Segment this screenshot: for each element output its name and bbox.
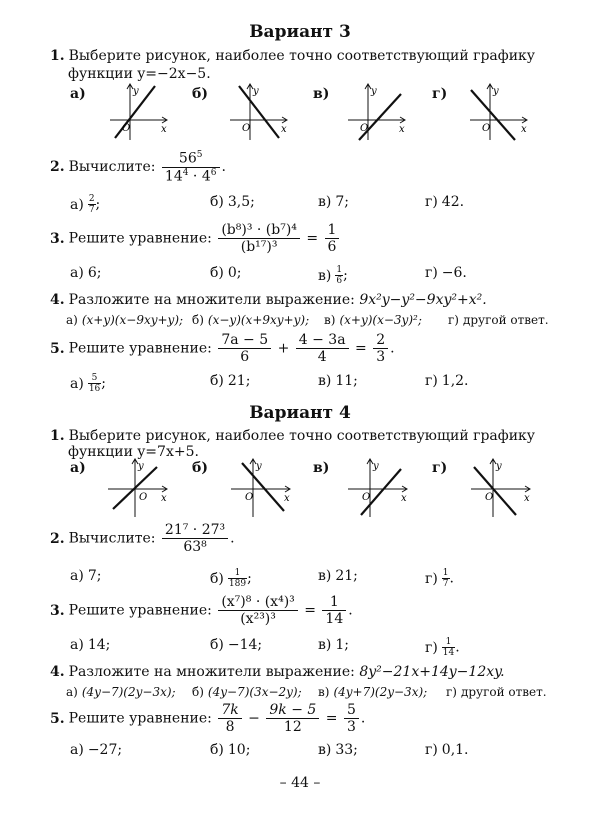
v3-t5-option-b: б) 21; — [210, 373, 251, 389]
v3-task-4: 4. Разложите на множители выражение: 9x²y−y²−9xy²+x². — [50, 292, 487, 308]
expression-fraction: $\frac{56^5}{14^4 \cdot 4^6}$ — [162, 150, 220, 184]
graph-a-svg — [105, 82, 170, 142]
v3-task-3: 3. Решите уравнение: $\frac{\text{(b⁸)³ · (b⁷)⁴}}{\text{(b¹⁷)³}}$ = $\frac{1}{6}$ — [50, 222, 560, 255]
v4-task-1-line2: функции y=7x+5. — [68, 444, 199, 460]
v4-t4-option-b: б) (4y−7)(3x−2y); — [192, 685, 302, 699]
v3-t3-option-a: а) 6; — [70, 265, 102, 281]
graph-c-svg — [345, 457, 410, 519]
v3-t5-option-d: г) 1,2. — [425, 373, 469, 389]
v4-t3-option-a: а) 14; — [70, 637, 111, 653]
v4-task-2: 2. Вычислите: $\frac{\text{21⁷ · 27³}}{\text{63⁸}}$ . — [50, 522, 235, 555]
svg-text:y: y — [256, 461, 262, 472]
v3-task-1-line2: функции y=−2x−5. — [68, 66, 211, 82]
v4-task-5: 5. Решите уравнение: $\frac{7k}{8}$ − $\frac{9k - 5}{12}$ = $\frac{5}{3}$ . — [50, 702, 366, 735]
graph-a-svg — [105, 457, 170, 519]
v3-t5-option-c: в) 11; — [318, 373, 358, 389]
v3-t5-option-a: а) $\frac{5}{16}$ ; — [70, 373, 106, 394]
v3-t2-option-a: а) $\frac{2}{7}$ ; — [70, 194, 101, 215]
v3-t3-option-d: г) −6. — [425, 265, 467, 281]
svg-text:x: x — [161, 493, 167, 504]
svg-text:O: O — [362, 492, 371, 503]
v4-graph-a-label: а) — [70, 460, 86, 476]
v3-t2-option-c: в) 7; — [318, 194, 349, 210]
v4-t5-option-b: б) 10; — [210, 742, 251, 758]
v3-graph-b-label: б) — [192, 86, 208, 102]
v3-t3-option-b: б) 0; — [210, 265, 242, 281]
svg-text:x: x — [284, 493, 290, 504]
v4-t2-option-d: г) $\frac{1}{7}$ . — [425, 568, 454, 589]
graph-line — [474, 467, 516, 515]
expression-fraction: $\frac{\text{(b⁸)³ · (b⁷)⁴}}{\text{(b¹⁷)³}}$ — [218, 222, 300, 255]
variant-4-title: Вариант 4 — [249, 403, 351, 423]
v3-t2-option-b: б) 3,5; — [210, 194, 255, 210]
v4-t3-option-b: б) −14; — [210, 637, 263, 653]
v4-t5-option-a: а) −27; — [70, 742, 123, 758]
v4-t5-option-c: в) 33; — [318, 742, 358, 758]
v4-task-4: 4. Разложите на множители выражение: 8y²−21x+14y−12xy. — [50, 664, 505, 680]
svg-text:O: O — [139, 492, 148, 503]
v3-t4-option-a: а) (x+y)(x−9xy+y); — [66, 313, 184, 327]
v4-t4-option-d: г) другой ответ. — [446, 685, 547, 699]
graph-b-svg — [225, 82, 290, 142]
v3-t4-option-c: в) (x+y)(x−3y)²; — [324, 313, 422, 327]
svg-text:y: y — [496, 461, 502, 472]
svg-text:O: O — [482, 123, 491, 134]
v4-graph-b — [228, 457, 293, 519]
v3-graph-d — [465, 82, 530, 142]
svg-text:x: x — [281, 124, 287, 135]
svg-text:y: y — [138, 461, 144, 472]
page-number: – 44 – — [279, 775, 321, 791]
v3-task-5: 5. Решите уравнение: $\frac{7a - 5}{6}$ + $\frac{4 - 3a}{4}$ = $\frac{2}{3}$ . — [50, 332, 395, 365]
v3-t3-option-c: в) $\frac{1}{6}$ ; — [318, 265, 348, 286]
v3-graph-a-label: а) — [70, 86, 86, 102]
x-axis-label: x — [161, 124, 167, 135]
v4-graph-b-label: б) — [192, 460, 208, 476]
v3-task-1 — [50, 48, 560, 64]
svg-text:y: y — [373, 461, 379, 472]
v4-t3-option-c: в) 1; — [318, 637, 349, 653]
v4-graph-c-label: в) — [313, 460, 330, 476]
v3-task-2: 2. Вычислите: $\frac{56^5}{14^4 \cdot 4^6}$ . — [50, 150, 226, 185]
svg-text:y: y — [253, 86, 259, 97]
svg-text:O: O — [485, 492, 494, 503]
svg-text:x: x — [401, 493, 407, 504]
origin-label: O — [122, 123, 131, 134]
svg-text:x: x — [521, 124, 527, 135]
graph-b-svg — [228, 457, 293, 519]
v4-graph-d-label: г) — [432, 460, 448, 476]
variant-3-title: Вариант 3 — [249, 22, 351, 42]
v3-graph-d-label: г) — [432, 86, 448, 102]
svg-text:O: O — [245, 492, 254, 503]
v3-t4-option-b: б) (x−y)(x+9xy+y); — [192, 313, 310, 327]
v4-t4-option-a: а) (4y−7)(2y−3x); — [66, 685, 176, 699]
v3-graph-c-label: в) — [313, 86, 330, 102]
task-number: 1. — [50, 48, 65, 64]
v3-graph-c — [343, 82, 408, 142]
v3-t4-option-d: г) другой ответ. — [448, 313, 549, 327]
v4-graph-c — [345, 457, 410, 519]
svg-text:x: x — [399, 124, 405, 135]
v4-t2-option-a: а) 7; — [70, 568, 102, 584]
v3-graph-a — [105, 82, 170, 142]
y-axis-label: y — [133, 86, 139, 97]
v4-graph-d — [468, 457, 533, 519]
graph-d-svg — [465, 82, 530, 142]
v3-t2-option-d: г) 42. — [425, 194, 465, 210]
svg-text:x: x — [524, 493, 530, 504]
v4-t2-option-b: б) $\frac{1}{189}$ ; — [210, 568, 252, 589]
v4-graph-a — [105, 457, 170, 519]
svg-text:O: O — [360, 123, 369, 134]
graph-d-svg — [468, 457, 533, 519]
graph-line — [242, 463, 284, 511]
svg-text:y: y — [371, 86, 377, 97]
task-text: Выберите рисунок, наиболее точно соответствующий графику — [68, 48, 536, 64]
graph-c-svg — [343, 82, 408, 142]
v4-t3-option-d: г) $\frac{1}{14}$ . — [425, 637, 460, 658]
result-fraction: $\frac{1}{6}$ — [325, 222, 340, 255]
v4-task-3: 3. Решите уравнение: $\frac{\text{(x⁷)⁸ · (x⁴)³}}{\text{(x²³)³}}$ = $\frac{1}{14}$ . — [50, 594, 353, 627]
v4-task-1: 1. Выберите рисунок, наиболее точно соответствующий графику — [50, 428, 536, 444]
graph-line — [471, 90, 515, 140]
v3-graph-b — [225, 82, 290, 142]
v4-t4-option-c: в) (4y+7)(2y−3x); — [318, 685, 428, 699]
svg-text:y: y — [493, 86, 499, 97]
v4-t5-option-d: г) 0,1. — [425, 742, 469, 758]
svg-text:O: O — [242, 123, 251, 134]
v4-t2-option-c: в) 21; — [318, 568, 358, 584]
